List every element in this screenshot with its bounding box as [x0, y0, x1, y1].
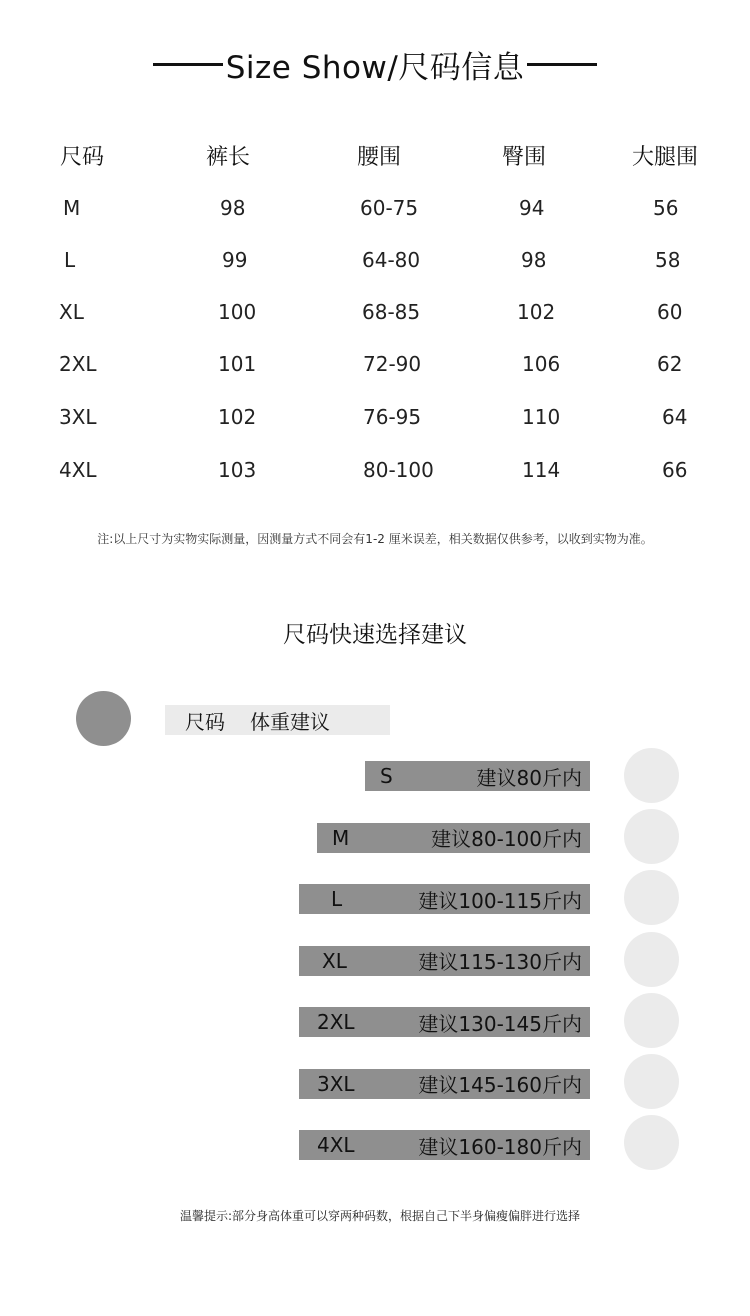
weight-bar-range: 建议100-115斤内 — [418, 888, 582, 913]
weight-bar-dot — [624, 1115, 679, 1170]
table-cell: 110 — [522, 405, 561, 429]
table-cell: 102 — [218, 405, 257, 429]
table-cell: M — [63, 196, 81, 220]
table-cell: 76-95 — [363, 405, 422, 429]
table-cell: 60-75 — [360, 196, 419, 220]
table-cell: 72-90 — [363, 352, 422, 376]
table-cell: 98 — [521, 248, 547, 272]
table-header: 裤长 — [206, 145, 251, 170]
weight-bar-size: 3XL — [317, 1071, 355, 1096]
table-cell: 98 — [220, 196, 246, 220]
weight-bar — [365, 761, 590, 791]
title-right-rule — [527, 63, 597, 66]
table-cell: 66 — [662, 458, 688, 482]
table-cell: 102 — [517, 300, 556, 324]
fit-tip: 温馨提示:部分身高体重可以穿两种码数，根据自己下半身偏瘦偏胖进行选择 — [179, 1209, 581, 1223]
table-cell: 106 — [522, 352, 561, 376]
weight-bar — [299, 1130, 590, 1160]
table-cell: L — [64, 248, 76, 272]
weight-bar-range: 建议145-160斤内 — [418, 1073, 582, 1097]
weight-bar-size: 2XL — [317, 1010, 355, 1034]
table-cell: 114 — [522, 458, 561, 482]
table-cell: 56 — [653, 196, 679, 220]
measurement-note: 注:以上尺寸为实物实际测量，因测量方式不同会有1-2 厘米误差，相关数据仅供参考，以收到实物为准。 — [97, 532, 653, 546]
table-cell: 60 — [657, 300, 683, 324]
weight-bar — [299, 946, 590, 976]
weight-bar-size: M — [332, 825, 350, 850]
table-cell: 3XL — [59, 405, 97, 429]
weight-bar-range: 建议80-100斤内 — [431, 827, 582, 851]
table-header: 臀围 — [502, 145, 547, 170]
table-cell: 62 — [657, 352, 683, 376]
table-header: 尺码 — [60, 145, 105, 170]
table-header: 腰围 — [357, 145, 402, 170]
weight-bar-dot — [624, 1054, 679, 1109]
legend-size-label: 尺码 — [185, 709, 225, 734]
title-text: Size Show/尺码信息 — [225, 49, 525, 86]
table-cell: 64-80 — [362, 248, 421, 272]
weight-bar-dot — [624, 870, 679, 925]
weight-bar — [299, 1069, 590, 1099]
weight-bar-range: 建议160-180斤内 — [418, 1134, 582, 1159]
title-left-rule — [153, 63, 223, 66]
table-header: 大腿围 — [632, 145, 699, 170]
table-cell: 58 — [655, 248, 681, 272]
weight-bar-range: 建议115-130斤内 — [418, 950, 582, 974]
weight-bar-dot — [624, 932, 679, 987]
weight-bar-dot — [624, 993, 679, 1048]
table-cell: 4XL — [59, 458, 97, 482]
weight-bar-size: S — [380, 764, 393, 788]
weight-bar — [299, 1007, 590, 1037]
legend-dot — [76, 691, 131, 746]
table-cell: 64 — [662, 405, 688, 429]
weight-bar — [299, 884, 590, 914]
legend-bar — [165, 705, 390, 735]
weight-bar — [317, 823, 590, 853]
table-cell: 94 — [519, 196, 545, 220]
weight-bar-range: 建议80斤内 — [476, 765, 582, 790]
table-cell: 80-100 — [363, 458, 434, 482]
table-cell: XL — [59, 300, 84, 324]
weight-bar-size: XL — [322, 948, 347, 973]
table-cell: 2XL — [59, 352, 97, 376]
weight-bar-size: L — [331, 887, 343, 911]
weight-bar-dot — [624, 809, 679, 864]
page-title — [0, 38, 750, 90]
guide-title: 尺码快速选择建议 — [283, 622, 467, 648]
table-cell: 99 — [222, 248, 248, 272]
legend-weight-label: 体重建议 — [250, 709, 330, 734]
table-cell: 100 — [218, 300, 257, 324]
weight-bar-dot — [624, 748, 679, 803]
weight-bar-range: 建议130-145斤内 — [418, 1011, 582, 1036]
table-cell: 103 — [218, 458, 257, 482]
table-cell: 101 — [218, 352, 257, 376]
weight-bar-size: 4XL — [317, 1133, 355, 1157]
table-cell: 68-85 — [362, 300, 421, 324]
